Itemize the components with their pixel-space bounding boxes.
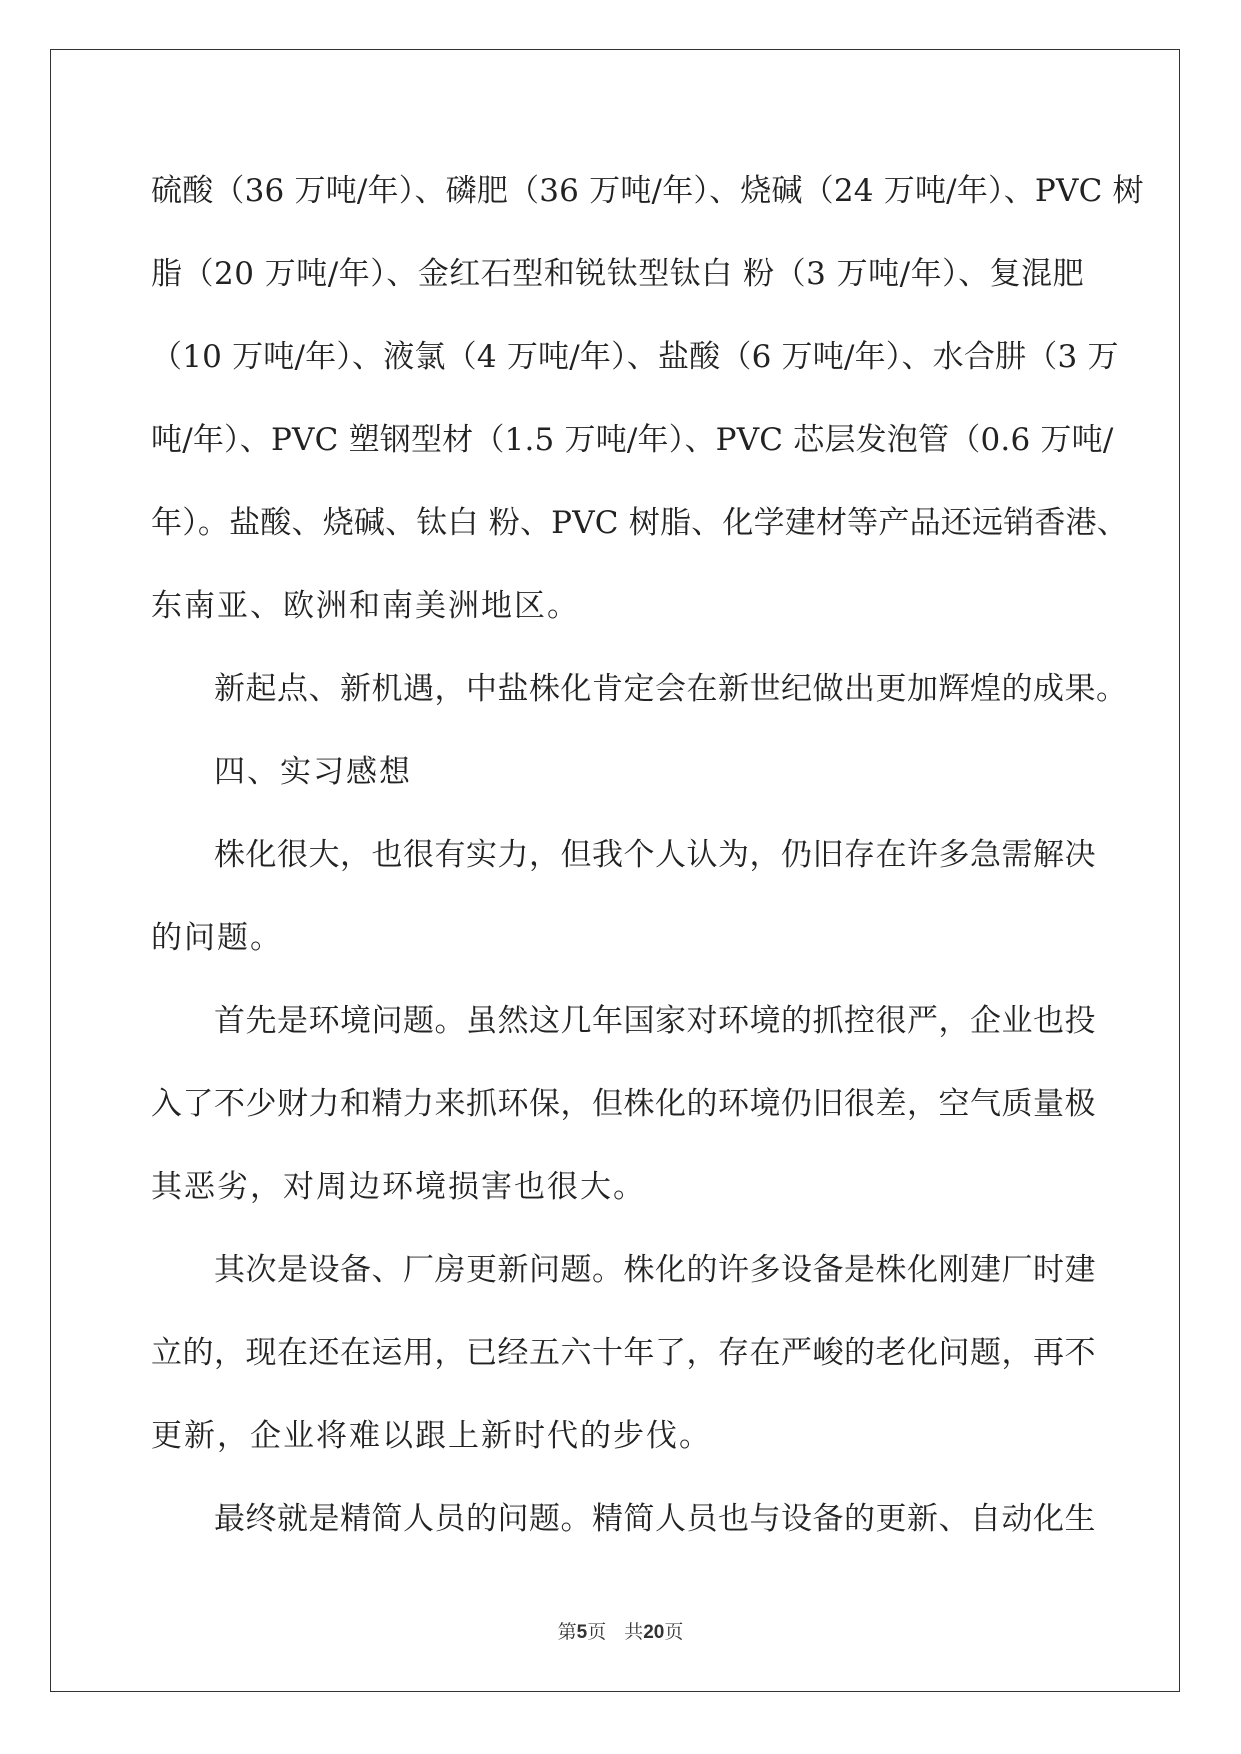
- footer-total-prefix: 共: [624, 1622, 644, 1643]
- total-page-count: 20: [643, 1622, 665, 1643]
- text-line: 更新，企业将难以跟上新时代的步伐。: [151, 1418, 712, 1454]
- text-line: 吨/年）、PVC 塑钢型材（1.5 万吨/年）、PVC 芯层发泡管（0.6 万吨/: [151, 422, 1114, 458]
- page-footer: [0, 1617, 1241, 1644]
- text-line: 硫酸（36 万吨/年）、磷肥（36 万吨/年）、烧碱（24 万吨/年）、PVC 树: [151, 173, 1144, 209]
- text-line: 其恶劣，对周边环境损害也很大。: [151, 1169, 646, 1205]
- paragraph-line: 首先是环境问题。虽然这几年国家对环境的抓控很严，企业也投: [214, 1003, 1096, 1039]
- paragraph-line: 株化很大，也很有实力，但我个人认为，仍旧存在许多急需解决: [214, 837, 1096, 873]
- section-heading: 四、实习感想: [214, 754, 412, 790]
- text-line: 的问题。: [151, 920, 283, 956]
- document-body: [151, 163, 1144, 1574]
- text-line: 年）。盐酸、烧碱、钛白 粉、PVC 树脂、化学建材等产品还远销香港、: [151, 505, 1128, 541]
- text-line: 立的，现在还在运用，已经五六十年了，存在严峻的老化问题，再不: [151, 1335, 1096, 1371]
- paragraph-line: 新起点、新机遇，中盐株化肯定会在新世纪做出更加辉煌的成果。: [214, 671, 1128, 707]
- text-line: 入了不少财力和精力来抓环保，但株化的环境仍旧很差，空气质量极: [151, 1086, 1096, 1122]
- footer-prefix: 第: [557, 1622, 577, 1643]
- footer-page-suffix: 页: [587, 1622, 607, 1643]
- text-line: （10 万吨/年）、液氯（4 万吨/年）、盐酸（6 万吨/年）、水合肼（3 万: [151, 339, 1119, 375]
- text-line: 东南亚、欧洲和南美洲地区。: [151, 588, 580, 624]
- paragraph-line: 其次是设备、厂房更新问题。株化的许多设备是株化刚建厂时建: [214, 1252, 1096, 1288]
- paragraph-line: 最终就是精简人员的问题。精简人员也与设备的更新、自动化生: [214, 1501, 1096, 1537]
- footer-total-suffix: 页: [664, 1622, 684, 1643]
- current-page-number: 5: [576, 1622, 588, 1643]
- text-line: 脂（20 万吨/年）、金红石型和锐钛型钛白 粉（3 万吨/年）、复混肥: [151, 256, 1085, 292]
